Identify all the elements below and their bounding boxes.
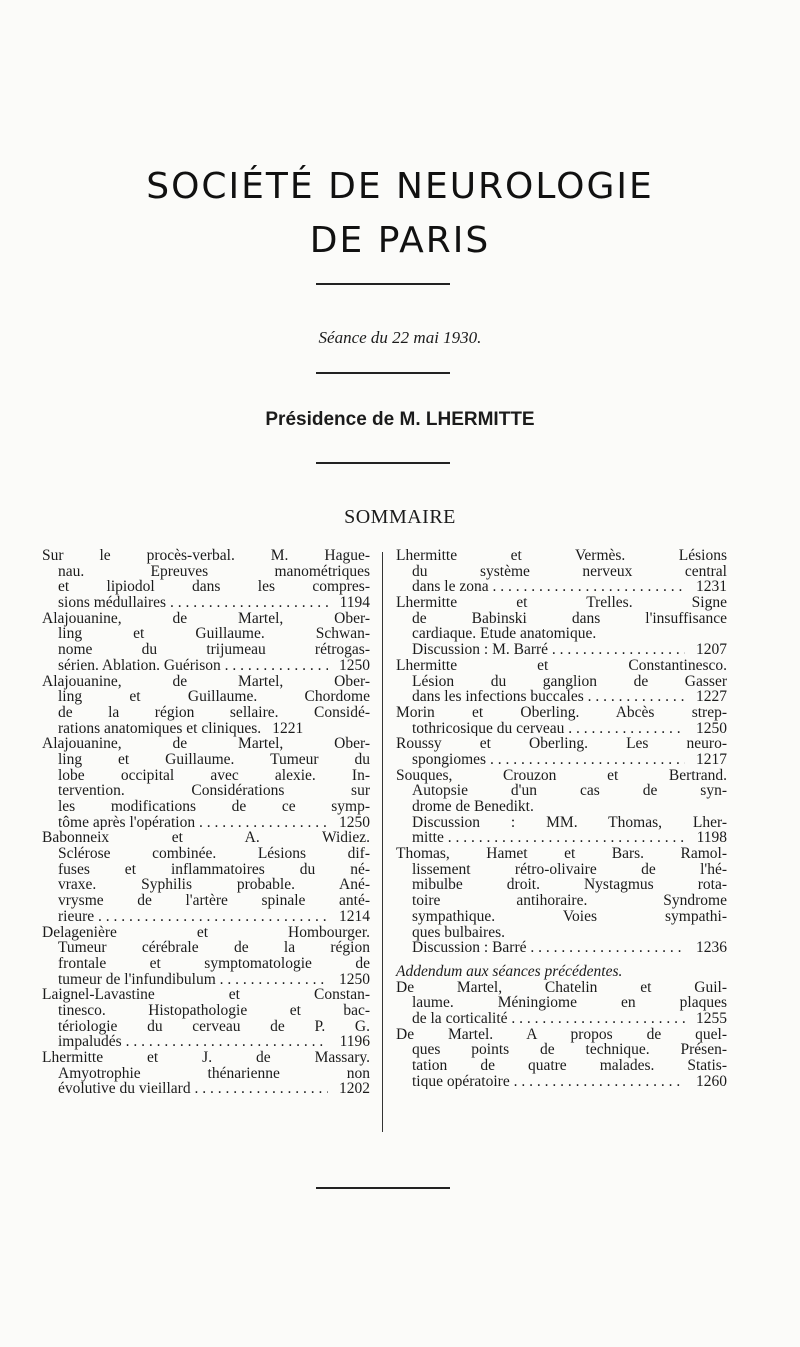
summary-entry xyxy=(42,548,370,611)
entry-line xyxy=(42,548,370,564)
entry-line xyxy=(396,548,727,564)
presidency-heading: Présidence de M. LHERMITTE xyxy=(265,409,535,430)
entry-text: drome de Benedikt. xyxy=(412,798,534,815)
entry-line xyxy=(396,964,727,980)
entry-text: de Babinski dans l'insuffisance xyxy=(412,609,727,627)
entry-line xyxy=(396,995,727,1011)
entry-line xyxy=(42,877,370,893)
entry-text: vrysme de l'artère spinale anté- xyxy=(58,892,370,910)
page-number: 1250 xyxy=(339,813,370,831)
entry-line xyxy=(42,925,370,941)
entry-line xyxy=(396,799,727,815)
entry-text: vraxe. Syphilis probable. Ané- xyxy=(58,876,370,894)
entry-text: tation de quatre malades. Statis- xyxy=(412,1057,727,1074)
entry-text: impaludés . . . xyxy=(58,1034,328,1050)
entry-text: Delagenière et Hombourger. xyxy=(42,923,370,941)
entry-line xyxy=(42,564,370,580)
summary-entry xyxy=(396,964,727,980)
entry-text: Laignel-Lavastine et Constan- xyxy=(42,986,370,1004)
summary-entry xyxy=(42,1050,370,1097)
summary-entry xyxy=(396,846,727,956)
entry-text: Babonneix et A. Widiez. xyxy=(42,829,370,847)
entry-line xyxy=(396,893,727,909)
entry-line xyxy=(42,579,370,595)
entry-line xyxy=(42,909,370,925)
summary-entry xyxy=(42,736,370,830)
entry-text: Discussion : Barré . . . xyxy=(412,940,685,956)
entry-line xyxy=(42,721,370,737)
entry-text: Lhermitte et J. de Massary. xyxy=(42,1049,370,1066)
entry-line xyxy=(396,674,727,690)
entry-line xyxy=(396,815,727,831)
entry-text: tique opératoire . . . xyxy=(412,1074,685,1090)
page-number: 1236 xyxy=(696,939,727,957)
page-number: 1250 xyxy=(339,970,370,988)
entry-text: De Martel, Chatelin et Guil- xyxy=(396,978,727,996)
society-title: SOCIÉTÉ DE NEUROLOGIE xyxy=(146,166,654,207)
page-number: 1255 xyxy=(696,1009,727,1027)
entry-text: toire antihoraire. Syndrome xyxy=(412,892,727,910)
column-separator xyxy=(382,552,383,1132)
entry-line xyxy=(396,579,727,595)
entry-text: Tumeur cérébrale de la région xyxy=(58,939,370,957)
entry-text: frontale et symptomatologie de xyxy=(58,954,370,972)
summary-entry xyxy=(396,595,727,658)
entry-text: rieure . . . xyxy=(58,909,328,925)
entry-line xyxy=(396,1042,727,1058)
page-number: 1196 xyxy=(339,1033,370,1051)
entry-line xyxy=(396,980,727,996)
page-number: 1207 xyxy=(696,641,727,659)
entry-text: Alajouanine, de Martel, Ober- xyxy=(42,609,370,627)
entry-line xyxy=(396,595,727,611)
divider-rule xyxy=(316,283,450,285)
entry-line xyxy=(42,1066,370,1082)
entry-text: Morin et Oberling. Abcès strep- xyxy=(396,703,727,721)
page-number: 1260 xyxy=(696,1072,727,1090)
entry-line xyxy=(396,752,727,768)
entry-line xyxy=(42,1034,370,1050)
entry-line xyxy=(42,1081,370,1097)
entry-text: tervention. Considérations sur xyxy=(58,782,370,800)
entry-line xyxy=(42,799,370,815)
entry-line xyxy=(396,626,727,642)
entry-line xyxy=(396,877,727,893)
entry-line xyxy=(42,642,370,658)
society-title-city: DE PARIS xyxy=(309,220,491,261)
entry-line xyxy=(42,689,370,705)
page-number: 1227 xyxy=(696,688,727,706)
entry-line xyxy=(396,611,727,627)
page-number: 1217 xyxy=(696,750,727,768)
entry-text: Roussy et Oberling. Les neuro- xyxy=(396,735,727,753)
entry-text: évolutive du vieillard . . . xyxy=(58,1081,328,1097)
entry-text: tôme après l'opération . . . xyxy=(58,815,328,831)
entry-text: ling et Guillaume. Chordome xyxy=(58,688,370,706)
entry-text: fuses et inflammatoires du né- xyxy=(58,860,370,878)
entry-line xyxy=(42,1019,370,1035)
entry-line xyxy=(42,1050,370,1066)
entry-text: Lhermitte et Vermès. Lésions xyxy=(396,547,727,564)
entry-text: rations anatomiques et cliniques. xyxy=(58,719,262,737)
summary-entry xyxy=(396,548,727,595)
entry-text: ling et Guillaume. Tumeur du xyxy=(58,750,370,768)
summary-entry xyxy=(396,1027,727,1090)
entry-text: de la région sellaire. Considé- xyxy=(58,703,370,721)
entry-line xyxy=(396,705,727,721)
entry-line xyxy=(42,736,370,752)
entry-line xyxy=(42,1003,370,1019)
summary-heading: SOMMAIRE xyxy=(344,506,456,528)
entry-line xyxy=(396,1027,727,1043)
entry-text: ques points de technique. Présen- xyxy=(412,1041,727,1059)
entry-text: nome du trijumeau rétrogas- xyxy=(58,641,370,659)
entry-line xyxy=(396,846,727,862)
summary-entry xyxy=(396,736,727,767)
entry-line xyxy=(42,987,370,1003)
entry-text: tothricosique du cerveau . . . xyxy=(412,721,685,737)
summary-entry xyxy=(42,674,370,737)
page-number: 1198 xyxy=(696,829,727,847)
entry-line xyxy=(42,972,370,988)
entry-line xyxy=(42,956,370,972)
entry-text: Thomas, Hamet et Bars. Ramol- xyxy=(396,845,727,863)
entry-text: tinesco. Histopathologie et bac- xyxy=(58,1001,370,1019)
entry-line xyxy=(42,611,370,627)
entry-text: spongiomes . . . xyxy=(412,752,685,768)
entry-text: De Martel. A propos de quel- xyxy=(396,1025,727,1043)
summary-entry xyxy=(396,980,727,1027)
entry-text: mibulbe droit. Nystagmus rota- xyxy=(412,876,727,894)
entry-line xyxy=(42,768,370,784)
entry-text: Sclérose combinée. Lésions dif- xyxy=(58,845,370,863)
summary-entry xyxy=(396,705,727,736)
entry-text: lissement rétro-olivaire de l'hé- xyxy=(412,860,727,878)
entry-line xyxy=(42,893,370,909)
entry-line xyxy=(396,768,727,784)
summary-entry xyxy=(42,987,370,1050)
entry-line xyxy=(42,674,370,690)
entry-line xyxy=(42,846,370,862)
entry-line xyxy=(42,626,370,642)
entry-text: tériologie du cerveau de P. G. xyxy=(58,1017,370,1035)
entry-text: sérien. Ablation. Guérison . . . xyxy=(58,658,328,674)
entry-line xyxy=(42,830,370,846)
entry-line xyxy=(396,830,727,846)
page-number: 1221 xyxy=(272,719,304,737)
entry-text: les modifications de ce symp- xyxy=(58,798,370,815)
summary-entry xyxy=(42,830,370,924)
entry-text: Addendum aux séances précédentes. xyxy=(396,962,623,980)
entry-line xyxy=(42,940,370,956)
divider-rule xyxy=(316,1187,450,1189)
entry-text: et lipiodol dans les compres- xyxy=(58,578,370,596)
entry-line xyxy=(396,689,727,705)
entry-line xyxy=(42,705,370,721)
entry-line xyxy=(396,564,727,580)
entry-line xyxy=(42,783,370,799)
entry-text: de la corticalité . . . xyxy=(412,1011,685,1027)
entry-line xyxy=(396,658,727,674)
entry-text: dans les infections buccales . . . xyxy=(412,689,685,705)
entry-text: cardiaque. Etude anatomique. xyxy=(412,625,597,643)
entry-line xyxy=(396,1074,727,1090)
divider-rule xyxy=(316,372,450,374)
entry-line xyxy=(42,595,370,611)
entry-text: du système nerveux central xyxy=(412,562,727,580)
summary-column-right xyxy=(396,548,727,1089)
summary-entry xyxy=(396,768,727,846)
entry-text: tumeur de l'infundibulum . . . xyxy=(58,972,328,988)
entry-text: Sur le procès-verbal. M. Hague- xyxy=(42,547,370,564)
entry-text: dans le zona . . . xyxy=(412,579,685,595)
entry-line xyxy=(42,862,370,878)
entry-text: Discussion : M. Barré . . . xyxy=(412,642,685,658)
entry-line xyxy=(42,752,370,768)
entry-line xyxy=(396,940,727,956)
entry-text: lobe occipital avec alexie. In- xyxy=(58,766,370,784)
entry-line xyxy=(396,862,727,878)
entry-text: sympathique. Voies sympathi- xyxy=(412,907,727,925)
entry-line xyxy=(42,658,370,674)
entry-line xyxy=(396,736,727,752)
entry-text: Alajouanine, de Martel, Ober- xyxy=(42,672,370,690)
entry-line xyxy=(396,721,727,737)
page-number: 1250 xyxy=(696,719,727,737)
entry-text: mitte . . . xyxy=(412,830,685,846)
entry-line xyxy=(396,783,727,799)
entry-line xyxy=(396,1011,727,1027)
summary-entry xyxy=(42,611,370,674)
entry-line xyxy=(396,642,727,658)
page-number: 1231 xyxy=(696,578,727,596)
page-number: 1250 xyxy=(339,656,370,674)
entry-line xyxy=(396,925,727,941)
entry-line xyxy=(42,815,370,831)
entry-text: Lhermitte et Trelles. Signe xyxy=(396,594,727,612)
entry-text: ques bulbaires. xyxy=(412,923,505,941)
entry-text: laume. Méningiome en plaques xyxy=(412,994,727,1012)
summary-entry xyxy=(396,658,727,705)
entry-text: Amyotrophie thénarienne non xyxy=(58,1064,370,1082)
page-number: 1214 xyxy=(339,907,370,925)
summary-entry xyxy=(42,925,370,988)
entry-text: Autopsie d'un cas de syn- xyxy=(412,782,727,800)
entry-text: Alajouanine, de Martel, Ober- xyxy=(42,735,370,753)
entry-text: Lhermitte et Constantinesco. xyxy=(396,656,727,674)
divider-rule xyxy=(316,462,450,464)
entry-text: ling et Guillaume. Schwan- xyxy=(58,625,370,643)
entry-line xyxy=(396,909,727,925)
page-number: 1202 xyxy=(339,1080,370,1098)
summary-column-left xyxy=(42,548,370,1097)
entry-text: nau. Epreuves manométriques xyxy=(58,562,370,580)
entry-text: Souques, Crouzon et Bertrand. xyxy=(396,766,727,784)
entry-text: Lésion du ganglion de Gasser xyxy=(412,672,727,690)
page-number: 1194 xyxy=(339,594,370,612)
entry-text: Discussion : MM. Thomas, Lher- xyxy=(412,813,727,831)
entry-line xyxy=(396,1058,727,1074)
entry-text: sions médullaires . . . xyxy=(58,595,328,611)
session-date: Séance du 22 mai 1930. xyxy=(318,328,482,347)
